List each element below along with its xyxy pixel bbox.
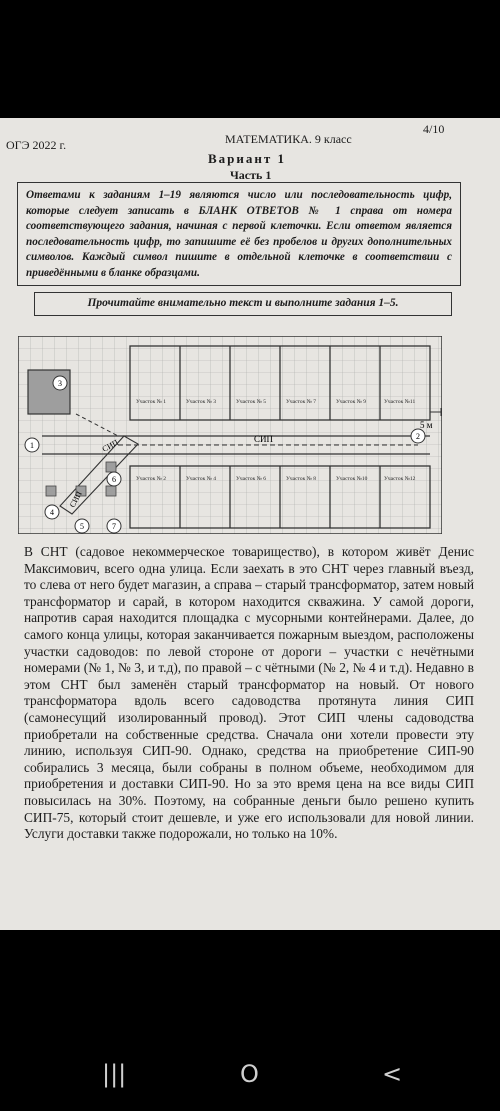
plot-label: Участок № 9: [336, 399, 367, 405]
back-icon[interactable]: <: [382, 1060, 403, 1088]
plot-label: Участок №12: [384, 476, 416, 482]
plot-label: Участок №11: [384, 399, 416, 405]
plot-label: Участок № 8: [286, 476, 317, 482]
plot-label: Участок № 7: [286, 399, 317, 405]
subject-title: МАТЕМАТИКА. 9 класс: [225, 132, 352, 146]
marker-5-label: 5: [80, 522, 84, 531]
plot-label: Участок № 2: [136, 476, 167, 482]
plot-label: Участок № 1: [136, 399, 167, 405]
problem-text: В СНТ (садовое некоммерческое товарищество), в котором живёт Денис Максимович, всего одна улица. Если заехать в это СНТ через главный въезд, то слева от него будет магазин, а справа – старый трансформатор, затем новый трансформатор и сарай, в котором находится скважина. У самой дороги, напротив сарая находится площадка с мусорными контейнерами. Далее, до самого конца улицы, которая заканчивается пожарным выездом, расположены участки садоводов: по левой стороне от дороги – участки с нечётными номерами (№ 1, № 3, и т.д), по правой – с чётными (№ 2, № 4 и т.д). Недавно в этом СНТ был заменён старый трансформатор на новый. От нового трансформатора вдоль всего садоводства протянута линия СИП (самонесущий изолированный провод). Этот СИП члены садоводства приобретали на собственные средства. Сначала они хотели провести эту линию, используя СИП-90. Однако, средства на приобретение СИП-90 собирались 3 месяца, были собраны в полном объеме, необходимом для приобретения и доставки СИП-90. Но за это время цена на все виды СИП повысилась на 30%. Поэтому, на собранные деньги было решено купить СИП-75, который стоит дешевле, и уже его использовали для новой линии. Услуги доставки также подорожали, но только на 10%.: [24, 544, 474, 842]
variant-title: Вариант 1: [208, 151, 287, 166]
instructions-box: Ответами к заданиям 1–19 являются число или последовательность цифр, которые следует записать в БЛАНК ОТВЕТОВ № 1 справа от номера соответствующего задания, начиная с первой клеточки. Если ответом является последовательность цифр, то запишите её без пробелов и других дополнительных символов. Каждый символ пишите в отдельной клеточке в соответствии с приведёнными в бланке образцами.: [17, 182, 461, 286]
plot-label: Участок № 5: [236, 399, 267, 405]
page-number: 4/10: [423, 122, 445, 136]
plot-label: Участок № 3: [186, 399, 217, 405]
marker-4-label: 4: [50, 508, 54, 517]
marker-3-label: 3: [58, 379, 62, 388]
home-icon[interactable]: O: [240, 1060, 259, 1088]
sip-road-label: СИП: [254, 434, 274, 444]
read-instruction-box: Прочитайте внимательно текст и выполните задания 1–5.: [34, 292, 452, 316]
recent-apps-icon[interactable]: |||: [102, 1060, 127, 1088]
old-transformer: [46, 486, 56, 496]
sip-diagonal-label: СИП: [100, 437, 120, 454]
container-site: [106, 462, 116, 472]
exam-sheet-photo: [0, 118, 500, 930]
exam-header-left: ОГЭ 2022 г.: [6, 138, 67, 152]
marker-1-label: 1: [30, 441, 34, 450]
scale-label: 5 м: [420, 420, 433, 430]
android-nav-bar: [0, 1040, 500, 1111]
marker-6-label: 6: [112, 475, 116, 484]
plot-label: Участок № 6: [236, 476, 267, 482]
marker-2-label: 2: [416, 432, 420, 441]
plot-label: Участок №10: [336, 476, 368, 482]
plot-label: Участок № 4: [186, 476, 217, 482]
sip-vertical-label: СИП: [67, 489, 84, 509]
marker-7-label: 7: [112, 522, 116, 531]
site-map: [18, 336, 442, 534]
shed: [106, 486, 116, 496]
part-title: Часть 1: [230, 168, 272, 182]
